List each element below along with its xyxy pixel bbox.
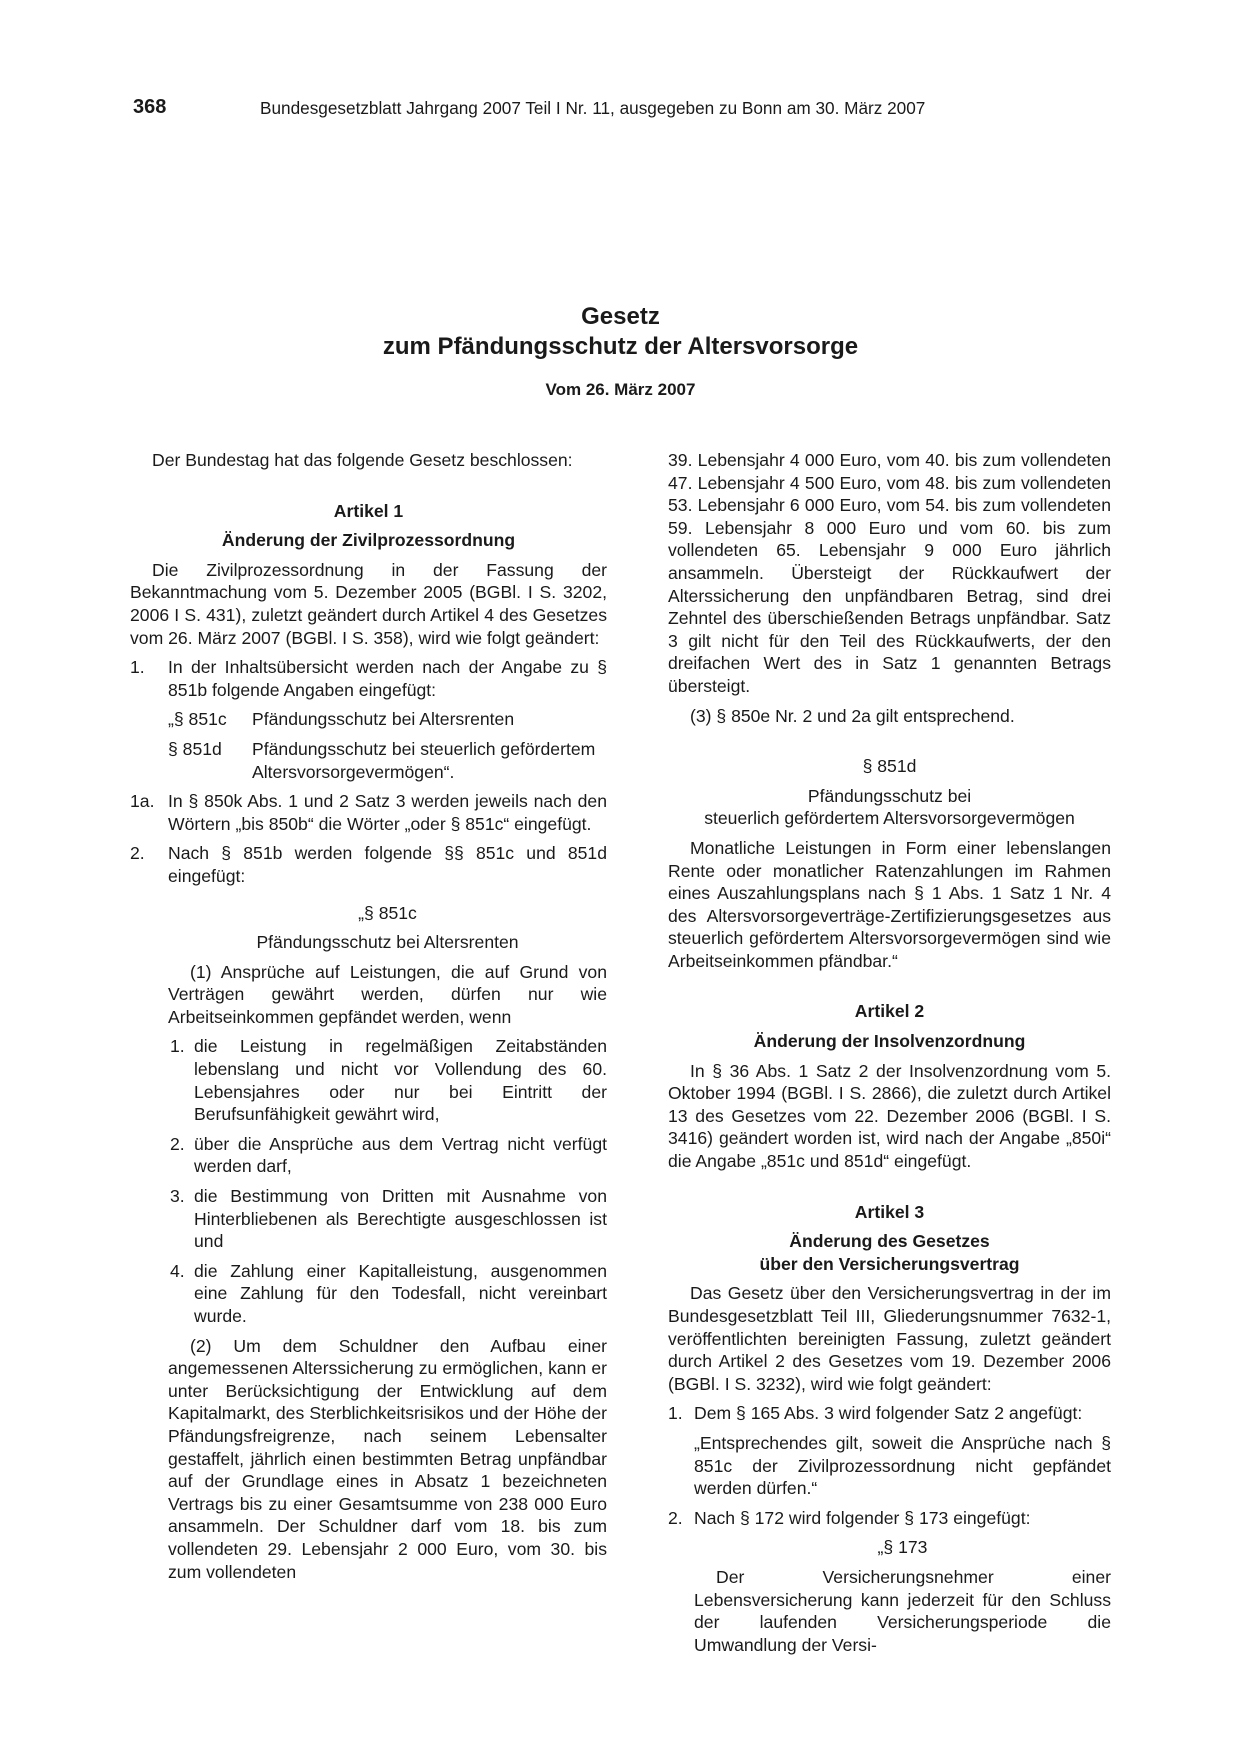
list-item xyxy=(130,656,607,701)
list-item xyxy=(668,1507,1111,1530)
inserted-entry xyxy=(168,738,607,783)
left-column xyxy=(130,449,607,1583)
entry-text: Pfändungsschutz bei steuerlich gefördertem Altersvorsorgevermögen“. xyxy=(252,738,596,782)
section-851d-text: Monatliche Leistungen in Form einer lebenslangen Rente oder monatlicher Ratenzahlungen im Rahmen eines Auszahlungsplans nach § 1 Abs. 1 Satz 1 Nr. 4 des Altersvorsorgeverträge-Zertifizierungsgesetzes aus steuerlich gefördertem Altersvorsorgevermögen sind wie Arbeitseinkommen pfändbar.“ xyxy=(668,837,1111,971)
list-item xyxy=(668,1402,1111,1425)
page-header xyxy=(133,96,1113,126)
article-3-title-line2: über den Versicherungsvertrag xyxy=(759,1253,1020,1274)
section-851c-title: Pfändungsschutz bei Altersrenten xyxy=(256,932,519,953)
inserted-sentence: „Entsprechendes gilt, soweit die Ansprüche nach § 851c der Zivilprozessordnung nicht gepfändet werden dürfen.“ xyxy=(694,1432,1111,1499)
section-173-heading: „§ 173 xyxy=(877,1537,928,1558)
section-173-text: Der Versicherungsnehmer einer Lebensversicherung kann jederzeit für den Schluss der laufenden Versicherungsperiode die Umwandlung der Versi- xyxy=(694,1566,1111,1655)
article-1-title: Änderung der Zivilprozessordnung xyxy=(221,530,516,551)
list-item-number: 4. xyxy=(170,1260,185,1281)
list-item-text: In der Inhaltsübersicht werden nach der Angabe zu § 851b folgende Angaben eingefügt: xyxy=(168,657,607,700)
list-item-number: 2. xyxy=(668,1507,683,1528)
article-3-heading: Artikel 3 xyxy=(854,1201,925,1222)
section-851d-heading: § 851d xyxy=(862,756,917,777)
inserted-entry xyxy=(168,708,607,731)
law-title-line1: Gesetz xyxy=(581,303,660,330)
article-2-heading: Artikel 2 xyxy=(854,1001,925,1022)
page-number: 368 xyxy=(133,96,167,118)
list-item-text: die Zahlung einer Kapitalleistung, ausgenommen eine Zahlung für den Todesfall, nicht vereinbart wurde. xyxy=(194,1260,607,1326)
article-1-text: Die Zivilprozessordnung in der Fassung der Bekanntmachung vom 5. Dezember 2005 (BGBl. I S. 3202, 2006 I S. 431), zuletzt geändert durch Artikel 4 des Gesetzes vom 26. März 2007 (BGBl. I S. 358), wird wie folgt geändert: xyxy=(130,559,607,648)
article-2-text: In § 36 Abs. 1 Satz 2 der Insolvenzordnung vom 5. Oktober 1994 (BGBl. I S. 2866), die zuletzt durch Artikel 13 des Gesetzes vom 22. Dezember 2006 (BGBl. I S. 3416) geändert worden ist, wird nach der Angabe „850i“ die Angabe „851c und 851d“ eingefügt. xyxy=(668,1060,1111,1172)
article-2-title: Änderung der Insolvenzordnung xyxy=(753,1031,1026,1052)
list-item-number: 1. xyxy=(130,657,145,678)
right-column xyxy=(668,449,1111,1656)
list-item-text: In § 850k Abs. 1 und 2 Satz 3 werden jeweils nach den Wörtern „bis 850b“ die Wörter „oder § 851c“ eingefügt. xyxy=(168,791,607,834)
list-item xyxy=(170,1133,607,1178)
list-item xyxy=(170,1035,607,1125)
law-date: Vom 26. März 2007 xyxy=(545,380,696,399)
section-851c-abs2: (2) Um dem Schuldner den Aufbau einer angemessenen Alterssicherung zu ermöglichen, kann er unter Berücksichtigung der Entwicklung auf dem Kapitalmarkt, des Sterblichkeitsrisikos und der Höhe der Pfändungsfreigrenze, nach seinem Lebensalter gestaffelt, jährlich einen bestimmten Betrag unpfändbar auf der Grundlage eines in Absatz 1 bezeichneten Vertrags bis zu einer Gesamtsumme von 238 000 Euro ansammeln. Der Schuldner darf vom 18. bis zum vollendeten 29. Lebensjahr 2 000 Euro, vom 30. bis zum vollendeten xyxy=(168,1335,607,1582)
list-item xyxy=(170,1185,607,1253)
list-item-text: Dem § 165 Abs. 3 wird folgender Satz 2 angefügt: xyxy=(694,1403,1083,1424)
section-851c-heading: „§ 851c xyxy=(358,902,417,923)
list-item-number: 2. xyxy=(130,843,145,864)
list-item-text: die Bestimmung von Dritten mit Ausnahme von Hinterbliebenen als Berechtigte ausgeschlossen ist und xyxy=(194,1186,607,1252)
article-1-heading: Artikel 1 xyxy=(333,500,404,521)
entry-number: § 851d xyxy=(168,738,222,759)
law-title xyxy=(0,302,1241,362)
section-851d-title-line1: Pfändungsschutz bei xyxy=(807,785,972,806)
entry-number: „§ 851c xyxy=(168,709,227,730)
list-item-text: Nach § 851b werden folgende §§ 851c und 851d eingefügt: xyxy=(168,843,607,886)
list-item xyxy=(130,790,607,835)
list-item-text: die Leistung in regelmäßigen Zeitabständen lebenslang und nicht vor Vollendung des 60. Lebensjahres oder nur bei Eintritt der Berufsunfähigkeit gewährt wird, xyxy=(194,1036,607,1125)
entry-text: Pfändungsschutz bei Altersrenten xyxy=(252,709,515,730)
list-item-text: Nach § 172 wird folgender § 173 eingefügt: xyxy=(694,1507,1031,1528)
section-851c-abs2-continued: 39. Lebensjahr 4 000 Euro, vom 40. bis zum vollendeten 47. Lebensjahr 4 500 Euro, vom 48. bis zum vollendeten 53. Lebensjahr 6 000 Euro, vom 54. bis zum vollendeten 59. Lebensjahr 8 000 Euro und vom 60. bis zum vollendeten 65. Lebensjahr 9 000 Euro jährlich ansammeln. Übersteigt der Rückkaufwert der Alterssicherung den unpfändbaren Betrag, sind drei Zehntel des überschießenden Betrags unpfändbar. Satz 3 gilt nicht für den Teil des Rückkaufwerts, der den dreifachen Wert des in Satz 1 genannten Betrags übersteigt. xyxy=(668,450,1111,696)
list-item xyxy=(130,842,607,887)
list-item-number: 3. xyxy=(170,1186,185,1207)
list-item-number: 2. xyxy=(170,1133,185,1154)
list-item-number: 1. xyxy=(170,1036,185,1057)
section-851d-title-line2: steuerlich gefördertem Altersvorsorgevermögen xyxy=(704,808,1075,829)
list-item-text: über die Ansprüche aus dem Vertrag nicht verfügt werden darf, xyxy=(194,1133,607,1177)
section-851c-abs3: (3) § 850e Nr. 2 und 2a gilt entsprechend. xyxy=(690,705,1015,726)
article-3-title-line1: Änderung des Gesetzes xyxy=(789,1231,990,1252)
list-item-number: 1. xyxy=(668,1403,683,1424)
running-title: Bundesgesetzblatt Jahrgang 2007 Teil I Nr. 11, ausgegeben zu Bonn am 30. März 2007 xyxy=(260,98,926,118)
law-title-line2: zum Pfändungsschutz der Altersvorsorge xyxy=(382,333,859,360)
section-851c-abs1: (1) Ansprüche auf Leistungen, die auf Grund von Verträgen gewährt werden, dürfen nur wie Arbeitseinkommen gepfändet werden, wenn xyxy=(168,961,607,1027)
intro-text: Der Bundestag hat das folgende Gesetz beschlossen: xyxy=(152,450,573,470)
list-item xyxy=(170,1260,607,1328)
article-3-text: Das Gesetz über den Versicherungsvertrag in der im Bundesgesetzblatt Teil III, Gliederungsnummer 7632-1, veröffentlichten bereinigten Fassung, zuletzt geändert durch Artikel 2 des Gesetzes vom 19. Dezember 2006 (BGBl. I S. 3232), wird wie folgt geändert: xyxy=(668,1283,1111,1394)
list-item-number: 1a. xyxy=(130,791,155,812)
